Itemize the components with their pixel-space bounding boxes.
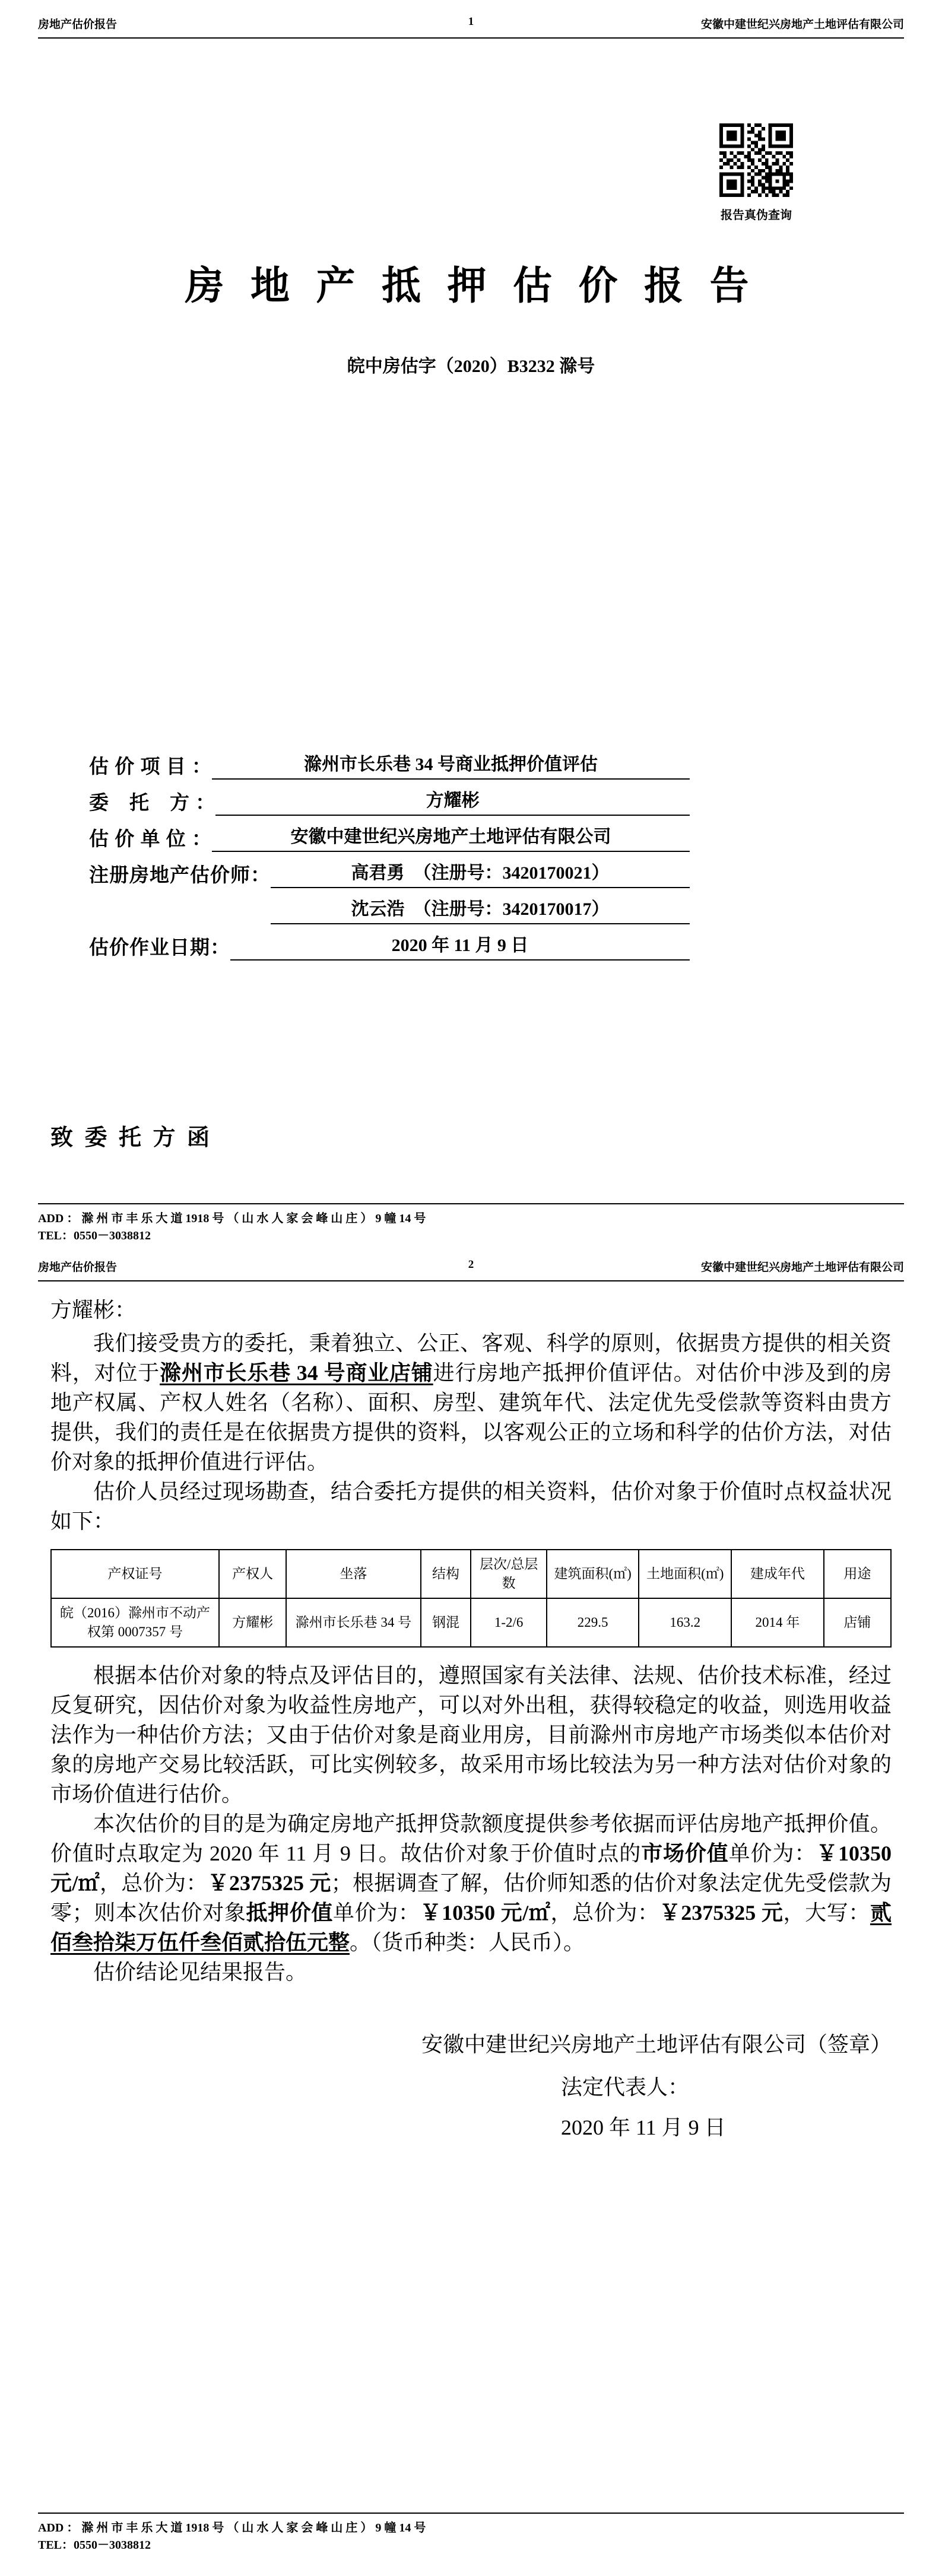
cell-owner: 方耀彬 (219, 1598, 286, 1647)
cell-cert-number: 皖（2016）滁州市不动产权第 0007357 号 (51, 1598, 219, 1647)
market-unit-price: ￥10350 元/㎡ (50, 1842, 892, 1895)
letter-salutation: 方耀彬： (50, 1298, 137, 1322)
page-1-header (38, 15, 904, 39)
text-run: 进行房地产抵押价值评估。对估价中涉及到的房地产权属、产权人姓名（名称）、面积、房型、建筑年代、法定优先受偿款等资料由贵方提供，我们的责任是在依据贵方提供的资料，以客观公正的立场和科学的估价方法，对估价对象的抵押价值进行评估。 (50, 1361, 892, 1474)
mortgage-value-term: 抵押价值 (246, 1901, 333, 1925)
page-1-footer (38, 1203, 904, 1245)
amount-in-words: 贰佰叁拾柒万伍仟叁佰贰拾伍元整 (50, 1901, 892, 1954)
th-structure: 结构 (421, 1550, 471, 1598)
page-2-header (38, 1258, 904, 1281)
property-rights-table (50, 1549, 892, 1648)
th-cert-number: 产权证号 (51, 1550, 219, 1598)
cell-usage: 店铺 (824, 1598, 891, 1647)
header-page-number: 2 (468, 1258, 474, 1271)
footer-address: ADD ： 滁 州 市 丰 乐 大 道 1918 号 （ 山 水 人 家 会 峰 山 庄 ） 9 幢 14 号 (38, 2521, 426, 2534)
page-1 (0, 0, 942, 1243)
th-floor: 层次/总层数 (471, 1550, 546, 1598)
field-appraiser-label: 注册房地产估价师： (89, 865, 271, 886)
field-date-row (89, 933, 690, 961)
th-year-built: 建成年代 (731, 1550, 824, 1598)
signature-company: 安徽中建世纪兴房地产土地评估有限公司（签章） (421, 2033, 892, 2056)
page-2 (0, 1243, 942, 2576)
cell-land-area: 163.2 (639, 1598, 731, 1647)
qr-caption: 报告真伪查询 (721, 209, 792, 222)
field-date-value: 2020 年 11 月 9 日 (230, 933, 690, 961)
text-run: ，总价为： (100, 1871, 208, 1895)
market-value-term: 市场价值 (641, 1842, 729, 1865)
field-project-value: 滁州市长乐巷 34 号商业抵押价值评估 (212, 752, 690, 780)
field-appraiser-1-row (89, 861, 690, 888)
subject-property-name: 滁州市长乐巷 34 号商业店铺 (160, 1361, 433, 1385)
field-client-value: 方耀彬 (215, 788, 690, 816)
signature-block (50, 2030, 892, 2142)
cell-structure: 钢混 (421, 1598, 471, 1647)
report-title: 房 地 产 抵 押 估 价 报 告 (185, 265, 757, 308)
footer-telephone: TEL：0550－3038812 (38, 1229, 151, 1242)
field-appraiser-1-value: 高君勇 （注册号：3420170021） (271, 861, 690, 888)
header-doc-type: 房地产估价报告 (38, 1261, 118, 1274)
mortgage-total-price: ￥2375325 元 (659, 1901, 784, 1925)
letter-paragraph-inspection: 估价人员经过现场勘查，结合委托方提供的相关资料，估价对象于价值时点权益状况如下： (50, 1480, 892, 1533)
header-page-number: 1 (468, 15, 474, 28)
th-usage: 用途 (824, 1550, 891, 1598)
cell-floor: 1-2/6 (471, 1598, 546, 1647)
market-total-price: ￥2375325 元 (207, 1871, 331, 1895)
field-project-row (89, 752, 690, 780)
field-agency-row (89, 825, 690, 852)
field-date-label: 估价作业日期： (89, 937, 230, 959)
field-agency-value: 安徽中建世纪兴房地产土地评估有限公司 (212, 825, 690, 852)
footer-telephone: TEL：0550－3038812 (38, 2539, 151, 2552)
text-run: 。（货币种类：人民币）。 (350, 1931, 585, 1954)
page-2-footer (38, 2513, 904, 2554)
report-number: 皖中房估字（2020）B3232 滁号 (347, 357, 595, 376)
qr-code (719, 123, 793, 197)
field-appraiser-2-spacer (89, 899, 271, 924)
letter-paragraph-valuation (50, 1809, 892, 1957)
letter-paragraph-method: 根据本估价对象的特点及评估目的，遵照国家有关法律、法规、估价技术标准，经过反复研究，因估价对象为收益性房地产，可以对外出租，获得较稳定的收益，则选用收益法作为一种估价方法；又由于估价对象是商业用房，目前滁州市房地产市场类似本估价对象的房地产交易比较活跃，可比实例较多，故采用市场比较法为另一种方法对估价对象的市场价值进行估价。 (50, 1664, 892, 1806)
letter-paragraph-conclusion: 估价结论见结果报告。 (93, 1960, 307, 1984)
th-building-area: 建筑面积(㎡) (547, 1550, 639, 1598)
field-client-row (89, 788, 690, 816)
th-location: 坐落 (286, 1550, 420, 1598)
text-run: 单价为： (728, 1842, 817, 1865)
letter-body (50, 1295, 892, 2142)
text-run: 我们接受贵方的委托，秉着独立、公正、客观、科学的原则，依据贵方提供的相关资料，对位于 (50, 1331, 892, 1385)
th-owner: 产权人 (219, 1550, 286, 1598)
text-run: ；根据调查了解，估价师知悉的估价对象法定优先受偿款为零；则本次估价对象 (50, 1871, 892, 1925)
field-client-label: 委 托 方 ： (89, 793, 216, 814)
field-project-label: 估 价 项 目 ： (89, 756, 212, 778)
field-appraiser-2-value: 沈云浩 （注册号：3420170017） (271, 897, 690, 924)
signature-date: 2020 年 11 月 9 日 (561, 2116, 726, 2139)
letter-paragraph-commission (50, 1328, 892, 1477)
header-company-name: 安徽中建世纪兴房地产土地评估有限公司 (700, 1261, 904, 1274)
th-land-area: 土地面积(㎡) (639, 1550, 731, 1598)
field-appraiser-2-row (89, 897, 690, 924)
text-run: ，大写： (783, 1901, 870, 1925)
cover-fields (89, 752, 690, 969)
cell-building-area: 229.5 (547, 1598, 639, 1647)
table-data-row (51, 1598, 891, 1647)
mortgage-unit-price: ￥10350 元/㎡ (420, 1901, 551, 1925)
text-run: 本次估价的目的是为确定房地产抵押贷款额度提供参考依据而评估房地产抵押价值。价值时点取定为 2020 年 11 月 9 日。故估价对象于价值时点的 (50, 1812, 892, 1865)
header-doc-type: 房地产估价报告 (38, 18, 118, 31)
letter-to-client-heading: 致 委 托 方 函 (50, 1125, 213, 1150)
qr-block (717, 123, 795, 222)
field-agency-label: 估 价 单 位 ： (89, 829, 212, 850)
text-run: ，总价为： (550, 1901, 659, 1925)
signature-legal-representative: 法定代表人： (561, 2075, 690, 2099)
table-header-row (51, 1550, 891, 1598)
header-company-name: 安徽中建世纪兴房地产土地评估有限公司 (700, 18, 904, 31)
footer-address: ADD ： 滁 州 市 丰 乐 大 道 1918 号 （ 山 水 人 家 会 峰 山 庄 ） 9 幢 14 号 (38, 1212, 426, 1225)
text-run: 单价为： (333, 1901, 420, 1925)
cell-location: 滁州市长乐巷 34 号 (286, 1598, 420, 1647)
cell-year-built: 2014 年 (731, 1598, 824, 1647)
